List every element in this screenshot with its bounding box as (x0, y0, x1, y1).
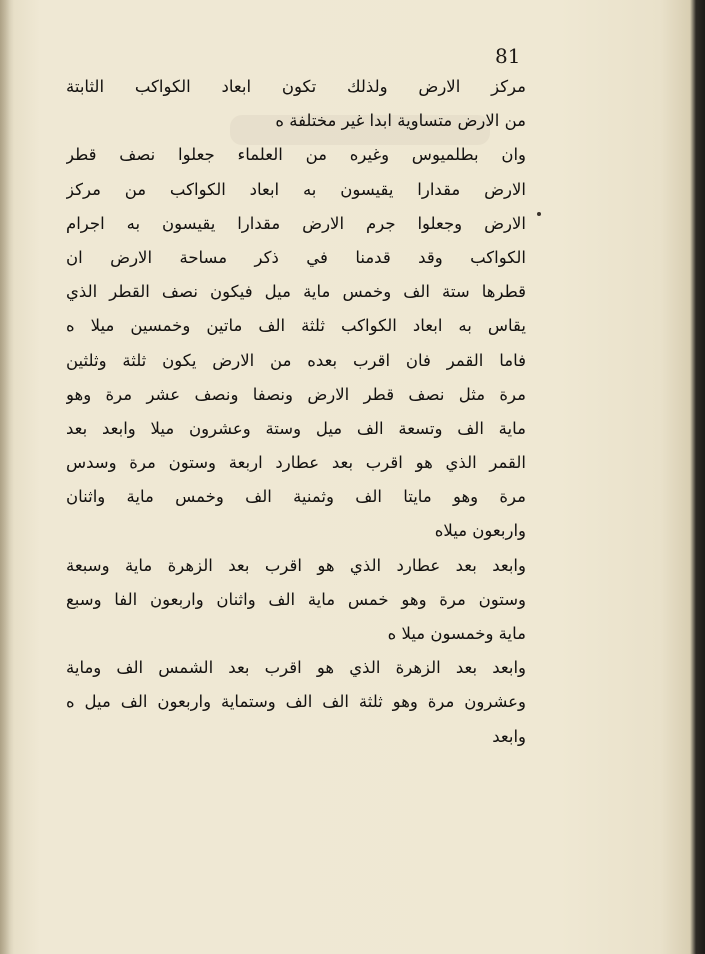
page-number: 81 (495, 44, 521, 68)
text-line: الارض وجعلوا جرم الارض مقدارا يقيسون به اجرام (66, 213, 526, 233)
text-line: وستون مرة وهو خمس ماية الف واثنان واربعون الفا وسبع (66, 589, 526, 609)
text-line: وان بطلميوس وغيره من العلماء جعلوا نصف قطر (66, 145, 526, 165)
text-line: وعشرون مرة وهو ثلثة الف الف وستماية واربعون الف ميل ه (66, 692, 526, 712)
text-line: ماية وخمسون ميلا ه (387, 624, 526, 643)
arabic-text-block (66, 70, 526, 754)
text-line: يقاس به ابعاد الكواكب ثلثة الف ماتين وخمسين ميلا ه (66, 316, 526, 336)
text-line: فاما القمر فان اقرب بعده من الارض يكون ثلثة وثلثين (66, 350, 526, 370)
text-line: مرة وهو مايتا الف وثمنية الف وخمس ماية واثنان (66, 487, 526, 507)
text-line: وابعد (492, 726, 526, 746)
text-line: واربعون ميلاه (434, 521, 526, 541)
text-line: الكواكب وقد قدمنا في ذكر مساحة الارض ان (66, 247, 526, 267)
text-line: وابعد بعد عطارد الذي هو اقرب بعد الزهرة ماية وسبعة (66, 555, 526, 575)
text-line: ماية الف وتسعة الف ميل وستة وعشرون ميلا وابعد بعد (66, 418, 526, 438)
gutter-shadow (0, 0, 14, 954)
text-line: القمر الذي هو اقرب بعد عطارد اربعة وستون مرة وسدس (66, 453, 526, 473)
text-line: مرة مثل نصف قطر الارض ونصفا ونصف عشر مرة وهو (66, 384, 526, 404)
text-line: قطرها ستة الف وخمس ماية ميل فيكون نصف القطر الذي (66, 282, 526, 302)
text-line: مركز الارض ولذلك تكون ابعاد الكواكب الثابتة (66, 77, 526, 96)
text-line: الارض مقدارا يقيسون به ابعاد الكواكب من مركز (66, 179, 526, 199)
ink-speck (537, 212, 541, 216)
text-line: من الارض متساوية ابدا غير مختلفة ه (275, 111, 526, 131)
text-line: وابعد بعد الزهرة الذي هو اقرب بعد الشمس الف وماية (66, 658, 526, 678)
